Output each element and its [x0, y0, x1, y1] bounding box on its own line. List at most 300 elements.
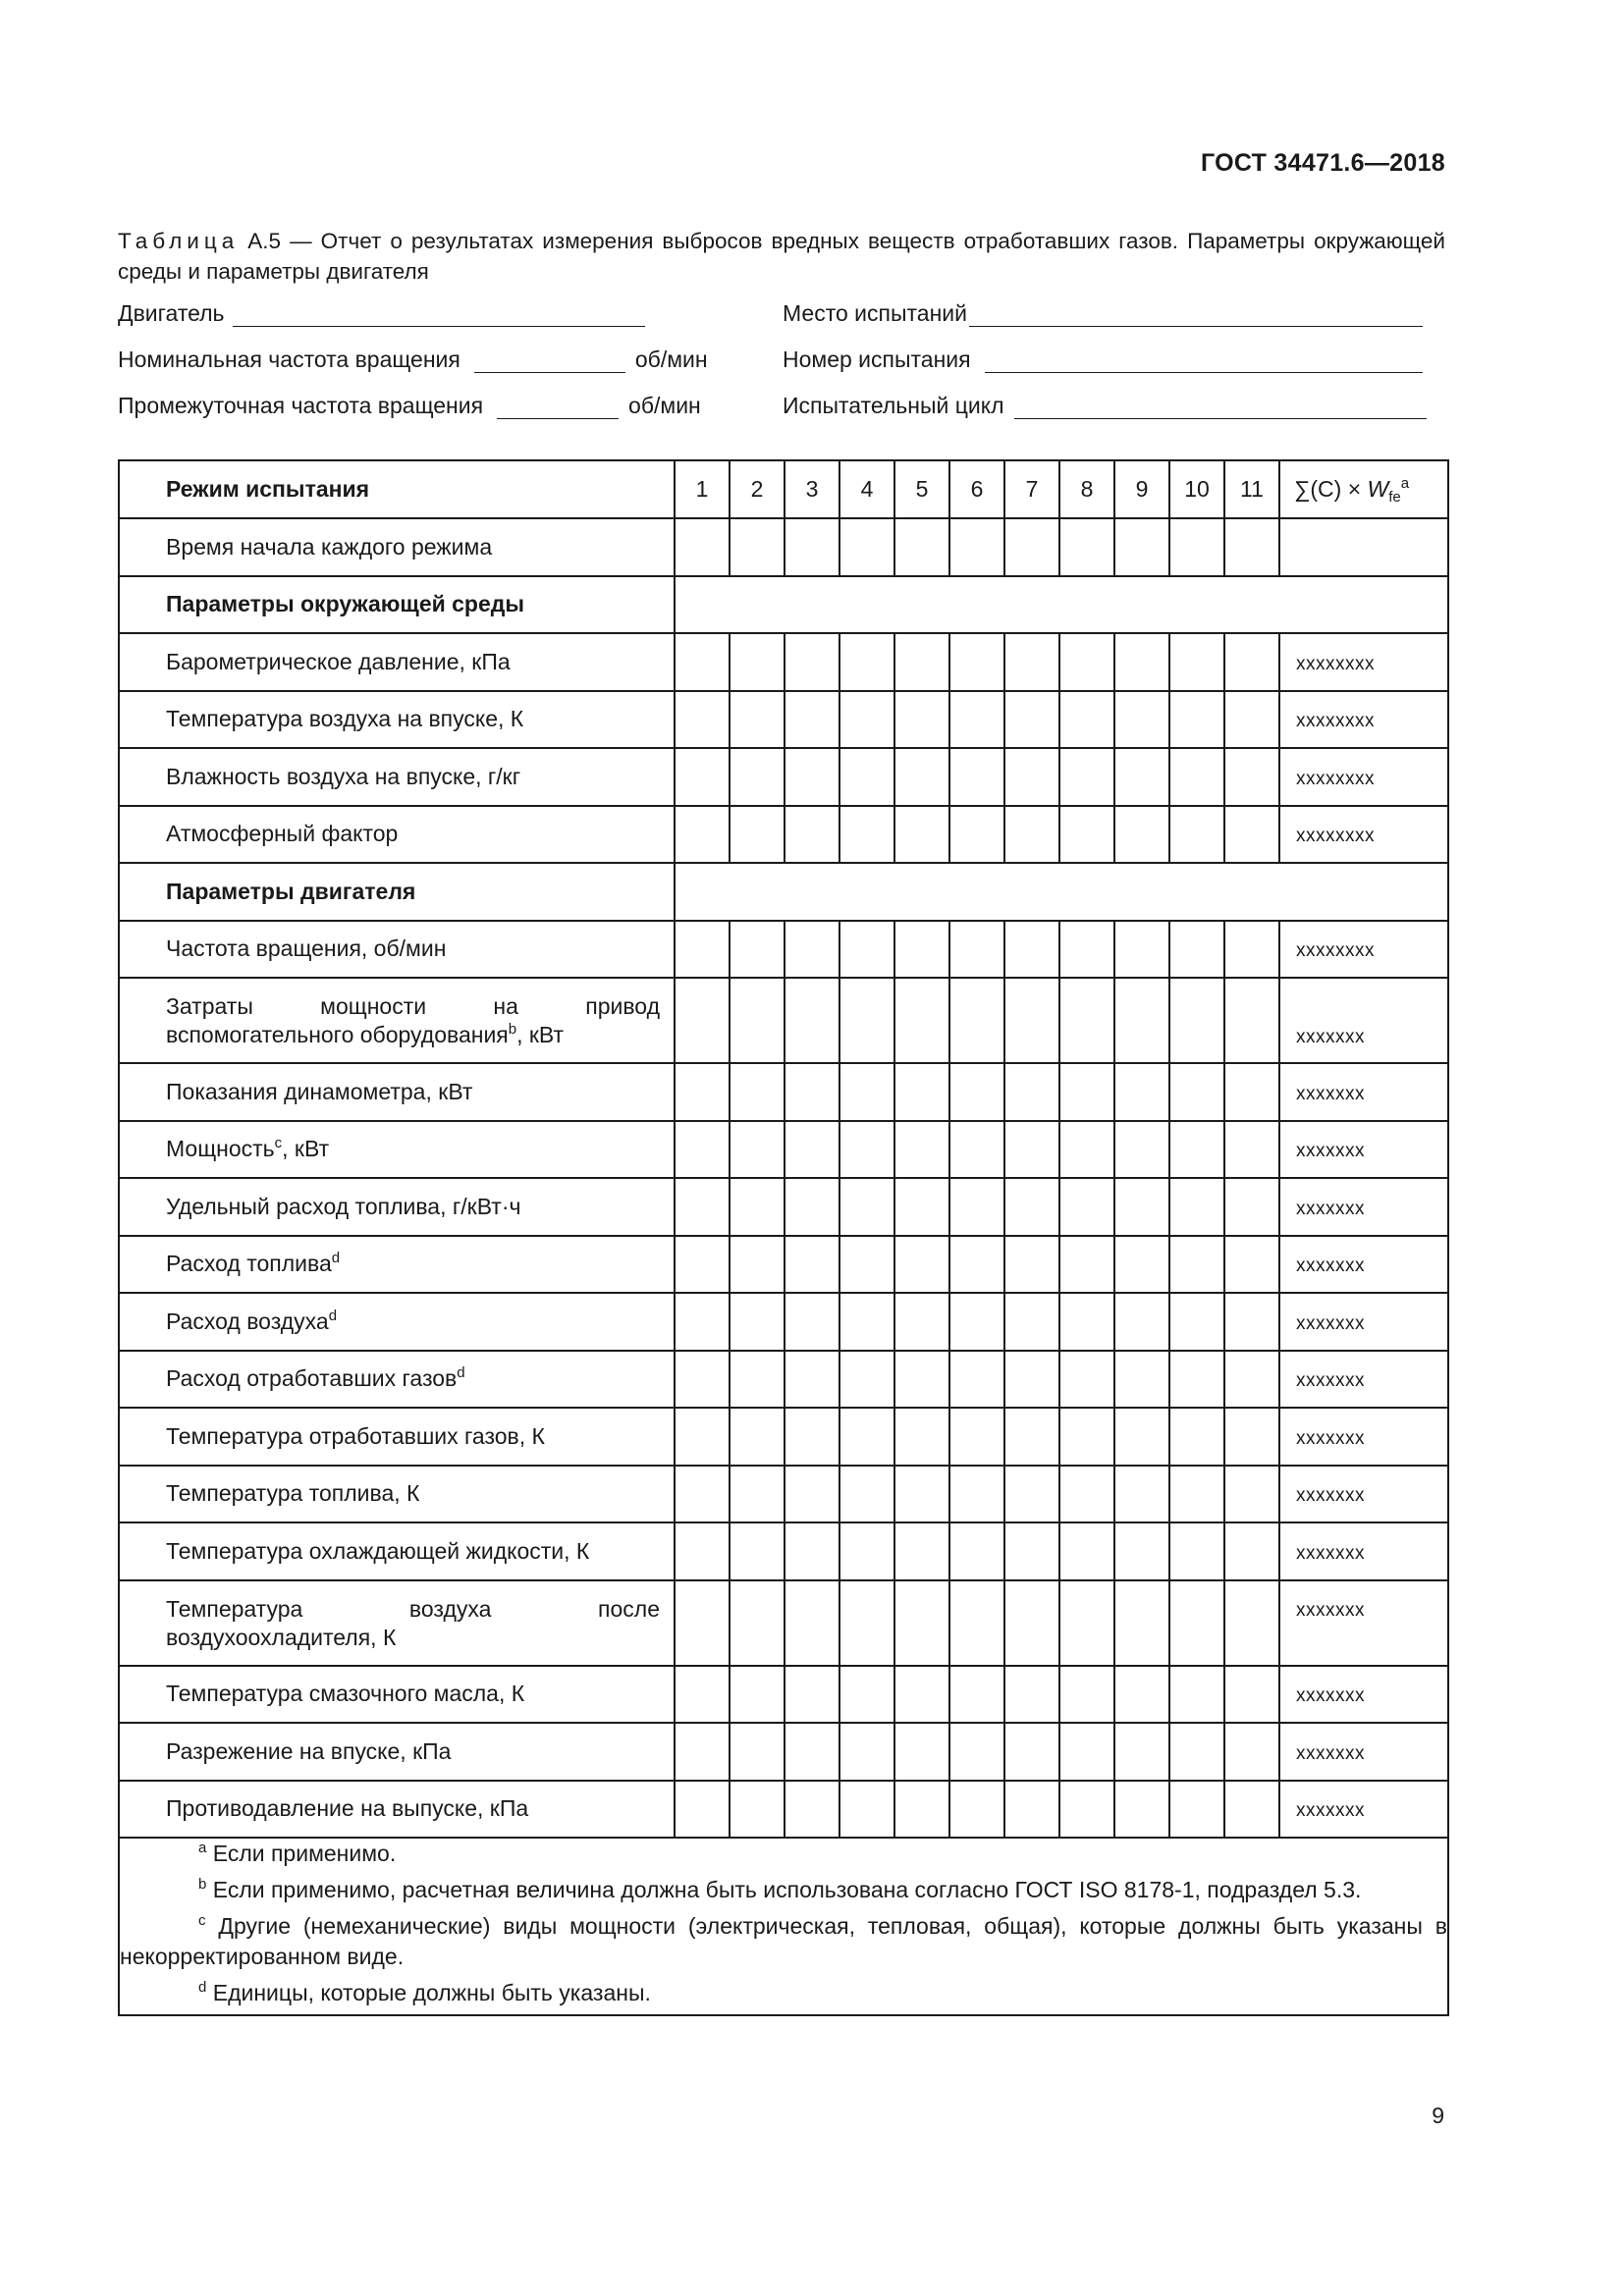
engine-row-4-mode-6-cell[interactable]	[949, 1121, 1004, 1179]
engine-row-13-mode-5-cell[interactable]	[894, 1666, 949, 1724]
engine-row-13-mode-11-cell[interactable]	[1224, 1666, 1279, 1724]
engine-row-6-mode-6-cell[interactable]	[949, 1236, 1004, 1294]
sum-placeholder: xxxxxxx	[1296, 1685, 1365, 1707]
engine-row-13-mode-10-cell[interactable]	[1169, 1666, 1224, 1724]
engine-row-label-text: Расход отработавших газов	[166, 1365, 458, 1392]
engine-row-3-mode-10-cell[interactable]	[1169, 1063, 1224, 1121]
engine-row-1-mode-11-cell[interactable]	[1224, 921, 1279, 979]
engine-row-2-mode-11-cell[interactable]	[1224, 978, 1279, 1063]
env-row-3-mode-5-cell[interactable]	[894, 748, 949, 806]
engine-row-3-mode-8-cell[interactable]	[1059, 1063, 1114, 1121]
engine-row-9-mode-10-cell[interactable]	[1169, 1408, 1224, 1466]
footnote-text: Единицы, которые должны быть указаны.	[212, 1980, 651, 2005]
env-row-2-mode-1-cell[interactable]	[675, 691, 730, 749]
header-test-mode: Режим испытания	[119, 460, 675, 518]
engine-row-label-text: Частота вращения, об/мин	[166, 935, 447, 962]
start-time-mode-2-cell[interactable]	[730, 518, 785, 576]
header-mode-11: 11	[1224, 460, 1279, 518]
env-row-3-mode-3-cell[interactable]	[785, 748, 839, 806]
sum-placeholder: xxxxxxx	[1296, 1312, 1365, 1334]
start-time-mode-6-cell[interactable]	[949, 518, 1004, 576]
section-engine-title: Параметры двигателя	[119, 863, 675, 921]
field-test-cycle-blank[interactable]	[1014, 395, 1427, 419]
engine-row-1-mode-5-cell[interactable]	[894, 921, 949, 979]
engine-row-10-mode-4-cell[interactable]	[839, 1466, 894, 1523]
engine-row-9-mode-5-cell[interactable]	[894, 1408, 949, 1466]
env-row-3-mode-10-cell[interactable]	[1169, 748, 1224, 806]
header-mode-8: 8	[1059, 460, 1114, 518]
engine-row-14-mode-5-cell[interactable]	[894, 1723, 949, 1781]
engine-row-3-mode-7-cell[interactable]	[1004, 1063, 1059, 1121]
engine-row-6-mode-10-cell[interactable]	[1169, 1236, 1224, 1294]
engine-row-label-text: Затраты мощности на привод вспомогательного оборудования	[166, 993, 660, 1047]
engine-row-label	[119, 921, 675, 979]
engine-row-label-suffix: , кВт	[516, 1022, 565, 1047]
engine-row-11-mode-9-cell[interactable]	[1114, 1522, 1169, 1580]
env-row-2-mode-4-cell[interactable]	[839, 691, 894, 749]
engine-row-5-mode-9-cell[interactable]	[1114, 1178, 1169, 1236]
engine-row-1-mode-3-cell[interactable]	[785, 921, 839, 979]
env-row-4-mode-7-cell[interactable]	[1004, 806, 1059, 864]
engine-row-7-mode-11-cell[interactable]	[1224, 1293, 1279, 1351]
env-row-4-mode-2-cell[interactable]	[730, 806, 785, 864]
engine-row-12-mode-10-cell[interactable]	[1169, 1580, 1224, 1666]
field-test-number-blank[interactable]	[985, 348, 1423, 373]
engine-row-14-mode-4-cell[interactable]	[839, 1723, 894, 1781]
engine-row-10-mode-9-cell[interactable]	[1114, 1466, 1169, 1523]
engine-row-3-mode-11-cell[interactable]	[1224, 1063, 1279, 1121]
engine-row-3-mode-4-cell[interactable]	[839, 1063, 894, 1121]
field-engine	[118, 295, 653, 327]
engine-row-4-mode-11-cell[interactable]	[1224, 1121, 1279, 1179]
field-test-site-blank[interactable]	[969, 302, 1423, 327]
engine-row-14-mode-1-cell[interactable]	[675, 1723, 730, 1781]
env-row-3-mode-6-cell[interactable]	[949, 748, 1004, 806]
engine-row-7-mode-7-cell[interactable]	[1004, 1293, 1059, 1351]
engine-row-2-mode-10-cell[interactable]	[1169, 978, 1224, 1063]
start-time-mode-1-cell[interactable]	[675, 518, 730, 576]
engine-row-8-mode-1-cell[interactable]	[675, 1351, 730, 1409]
table-header-row	[119, 460, 1448, 518]
engine-row-12-mode-3-cell[interactable]	[785, 1580, 839, 1666]
engine-row-14-mode-2-cell[interactable]	[730, 1723, 785, 1781]
engine-row-10-mode-7-cell[interactable]	[1004, 1466, 1059, 1523]
sum-placeholder: xxxxxxx	[1296, 1542, 1365, 1564]
env-row-2-mode-3-cell[interactable]	[785, 691, 839, 749]
engine-row-13-mode-6-cell[interactable]	[949, 1666, 1004, 1724]
engine-row-2-mode-3-cell[interactable]	[785, 978, 839, 1063]
engine-row-7-mode-1-cell[interactable]	[675, 1293, 730, 1351]
engine-row-14-mode-10-cell[interactable]	[1169, 1723, 1224, 1781]
engine-row-5-mode-2-cell[interactable]	[730, 1178, 785, 1236]
env-row-3-mode-1-cell[interactable]	[675, 748, 730, 806]
env-row-4-mode-4-cell[interactable]	[839, 806, 894, 864]
engine-row-8-mode-3-cell[interactable]	[785, 1351, 839, 1409]
engine-row-15-mode-2-cell[interactable]	[730, 1781, 785, 1839]
engine-row-7-mode-9-cell[interactable]	[1114, 1293, 1169, 1351]
sum-placeholder: xxxxxxxx	[1296, 826, 1375, 847]
table-row	[119, 1236, 1448, 1294]
engine-row-9-mode-11-cell[interactable]	[1224, 1408, 1279, 1466]
table-footnotes	[119, 1838, 1448, 2015]
engine-row-10-mode-6-cell[interactable]	[949, 1466, 1004, 1523]
engine-row-14-mode-3-cell[interactable]	[785, 1723, 839, 1781]
engine-row-5-mode-10-cell[interactable]	[1169, 1178, 1224, 1236]
env-row-3-mode-11-cell[interactable]	[1224, 748, 1279, 806]
env-row-1-mode-9-cell[interactable]	[1114, 633, 1169, 691]
engine-row-4-mode-5-cell[interactable]	[894, 1121, 949, 1179]
env-row-1-mode-8-cell[interactable]	[1059, 633, 1114, 691]
engine-row-14-mode-8-cell[interactable]	[1059, 1723, 1114, 1781]
env-row-4-mode-10-cell[interactable]	[1169, 806, 1224, 864]
table-row	[119, 1723, 1448, 1781]
header-mode-2: 2	[730, 460, 785, 518]
engine-row-1-mode-8-cell[interactable]	[1059, 921, 1114, 979]
engine-row-6-mode-11-cell[interactable]	[1224, 1236, 1279, 1294]
engine-row-9-mode-4-cell[interactable]	[839, 1408, 894, 1466]
engine-row-11-mode-7-cell[interactable]	[1004, 1522, 1059, 1580]
engine-row-9-mode-6-cell[interactable]	[949, 1408, 1004, 1466]
engine-row-10-mode-3-cell[interactable]	[785, 1466, 839, 1523]
engine-row-13-mode-4-cell[interactable]	[839, 1666, 894, 1724]
engine-row-11-mode-10-cell[interactable]	[1169, 1522, 1224, 1580]
engine-row-13-mode-9-cell[interactable]	[1114, 1666, 1169, 1724]
engine-row-15-mode-6-cell[interactable]	[949, 1781, 1004, 1839]
env-row-3-mode-4-cell[interactable]	[839, 748, 894, 806]
engine-row-sum	[1279, 978, 1448, 1063]
engine-row-9-mode-8-cell[interactable]	[1059, 1408, 1114, 1466]
engine-row-15-mode-11-cell[interactable]	[1224, 1781, 1279, 1839]
env-row-3-mode-2-cell[interactable]	[730, 748, 785, 806]
field-rated-speed	[118, 342, 708, 373]
section-environment	[119, 576, 1448, 634]
start-time-mode-4-cell[interactable]	[839, 518, 894, 576]
engine-row-13-mode-8-cell[interactable]	[1059, 1666, 1114, 1724]
field-engine-blank[interactable]	[233, 302, 645, 327]
env-row-sum	[1279, 806, 1448, 864]
engine-row-9-mode-9-cell[interactable]	[1114, 1408, 1169, 1466]
engine-row-sum	[1279, 1121, 1448, 1179]
engine-row-13-mode-3-cell[interactable]	[785, 1666, 839, 1724]
engine-row-5-mode-4-cell[interactable]	[839, 1178, 894, 1236]
start-time-mode-9-cell[interactable]	[1114, 518, 1169, 576]
engine-row-2-mode-9-cell[interactable]	[1114, 978, 1169, 1063]
engine-row-2-mode-1-cell[interactable]	[675, 978, 730, 1063]
table-caption-label: Таблица	[118, 229, 240, 253]
engine-row-8-mode-4-cell[interactable]	[839, 1351, 894, 1409]
engine-row-7-mode-8-cell[interactable]	[1059, 1293, 1114, 1351]
engine-row-9-mode-3-cell[interactable]	[785, 1408, 839, 1466]
start-time-mode-10-cell[interactable]	[1169, 518, 1224, 576]
engine-row-12-mode-1-cell[interactable]	[675, 1580, 730, 1666]
engine-row-2-mode-2-cell[interactable]	[730, 978, 785, 1063]
engine-row-label-text: Расход воздуха	[166, 1308, 329, 1334]
engine-row-11-mode-4-cell[interactable]	[839, 1522, 894, 1580]
engine-row-label-text: Удельный расход топлива, г/кВт·ч	[166, 1193, 521, 1219]
emissions-report-table	[118, 459, 1449, 2016]
engine-row-11-mode-5-cell[interactable]	[894, 1522, 949, 1580]
engine-row-4-mode-10-cell[interactable]	[1169, 1121, 1224, 1179]
row-start-time-label: Время начала каждого режима	[119, 518, 675, 576]
header-mode-10: 10	[1169, 460, 1224, 518]
engine-row-12-mode-9-cell[interactable]	[1114, 1580, 1169, 1666]
engine-row-7-mode-2-cell[interactable]	[730, 1293, 785, 1351]
engine-row-10-mode-8-cell[interactable]	[1059, 1466, 1114, 1523]
engine-row-4-mode-7-cell[interactable]	[1004, 1121, 1059, 1179]
start-time-mode-7-cell[interactable]	[1004, 518, 1059, 576]
header-mode-5: 5	[894, 460, 949, 518]
engine-row-11-mode-1-cell[interactable]	[675, 1522, 730, 1580]
engine-row-10-mode-10-cell[interactable]	[1169, 1466, 1224, 1523]
engine-row-9-mode-1-cell[interactable]	[675, 1408, 730, 1466]
table-row	[119, 1121, 1448, 1179]
field-test-number	[783, 342, 1431, 373]
engine-row-15-mode-3-cell[interactable]	[785, 1781, 839, 1839]
header-mode-3: 3	[785, 460, 839, 518]
engine-row-5-mode-1-cell[interactable]	[675, 1178, 730, 1236]
engine-row-14-mode-9-cell[interactable]	[1114, 1723, 1169, 1781]
start-time-mode-11-cell[interactable]	[1224, 518, 1279, 576]
engine-row-label-text: Температура топлива, К	[166, 1480, 420, 1507]
sum-placeholder: xxxxxxx	[1296, 1742, 1365, 1764]
field-rated-speed-blank[interactable]	[474, 348, 625, 373]
engine-row-3-mode-5-cell[interactable]	[894, 1063, 949, 1121]
engine-row-8-mode-9-cell[interactable]	[1114, 1351, 1169, 1409]
env-row-2-mode-6-cell[interactable]	[949, 691, 1004, 749]
engine-row-8-mode-6-cell[interactable]	[949, 1351, 1004, 1409]
engine-row-8-mode-5-cell[interactable]	[894, 1351, 949, 1409]
footnote-key: b	[198, 1876, 207, 1893]
start-time-mode-8-cell[interactable]	[1059, 518, 1114, 576]
engine-row-10-mode-2-cell[interactable]	[730, 1466, 785, 1523]
env-row-1-mode-11-cell[interactable]	[1224, 633, 1279, 691]
engine-row-7-mode-5-cell[interactable]	[894, 1293, 949, 1351]
engine-row-6-mode-3-cell[interactable]	[785, 1236, 839, 1294]
footnote-key: c	[198, 1912, 206, 1929]
sum-placeholder: xxxxxxx	[1296, 1599, 1365, 1621]
sum-placeholder: xxxxxxx	[1296, 1485, 1365, 1507]
env-row-1-mode-7-cell[interactable]	[1004, 633, 1059, 691]
header-mode-1: 1	[675, 460, 730, 518]
page-number: 9	[1432, 2103, 1444, 2128]
engine-row-6-mode-8-cell[interactable]	[1059, 1236, 1114, 1294]
engine-row-12-mode-2-cell[interactable]	[730, 1580, 785, 1666]
engine-row-6-mode-5-cell[interactable]	[894, 1236, 949, 1294]
engine-row-label-text: Температура воздуха после воздухоохладителя, К	[166, 1595, 660, 1650]
engine-row-7-mode-6-cell[interactable]	[949, 1293, 1004, 1351]
table-row	[119, 806, 1448, 864]
engine-row-1-mode-2-cell[interactable]	[730, 921, 785, 979]
engine-row-6-mode-4-cell[interactable]	[839, 1236, 894, 1294]
engine-row-8-mode-8-cell[interactable]	[1059, 1351, 1114, 1409]
footnote-text: Если применимо, расчетная величина должна быть использована согласно ГОСТ ISO 8178-1, подраздел 5.3.	[212, 1877, 1362, 1902]
engine-row-label	[119, 1408, 675, 1466]
engine-row-15-mode-9-cell[interactable]	[1114, 1781, 1169, 1839]
engine-row-10-mode-11-cell[interactable]	[1224, 1466, 1279, 1523]
env-row-1-mode-5-cell[interactable]	[894, 633, 949, 691]
engine-row-12-mode-11-cell[interactable]	[1224, 1580, 1279, 1666]
env-row-4-mode-8-cell[interactable]	[1059, 806, 1114, 864]
engine-row-1-mode-4-cell[interactable]	[839, 921, 894, 979]
engine-row-4-mode-8-cell[interactable]	[1059, 1121, 1114, 1179]
engine-row-15-mode-5-cell[interactable]	[894, 1781, 949, 1839]
engine-row-3-mode-2-cell[interactable]	[730, 1063, 785, 1121]
engine-row-8-mode-11-cell[interactable]	[1224, 1351, 1279, 1409]
engine-row-3-mode-1-cell[interactable]	[675, 1063, 730, 1121]
env-row-1-mode-3-cell[interactable]	[785, 633, 839, 691]
engine-row-10-mode-5-cell[interactable]	[894, 1466, 949, 1523]
engine-row-2-mode-4-cell[interactable]	[839, 978, 894, 1063]
env-row-4-mode-3-cell[interactable]	[785, 806, 839, 864]
engine-row-6-mode-1-cell[interactable]	[675, 1236, 730, 1294]
engine-row-15-mode-7-cell[interactable]	[1004, 1781, 1059, 1839]
env-row-1-mode-4-cell[interactable]	[839, 633, 894, 691]
engine-row-11-mode-3-cell[interactable]	[785, 1522, 839, 1580]
engine-row-5-mode-5-cell[interactable]	[894, 1178, 949, 1236]
engine-row-1-mode-6-cell[interactable]	[949, 921, 1004, 979]
engine-row-15-mode-8-cell[interactable]	[1059, 1781, 1114, 1839]
field-engine-label: Двигатель	[118, 300, 225, 326]
env-row-2-mode-8-cell[interactable]	[1059, 691, 1114, 749]
env-row-4-mode-6-cell[interactable]	[949, 806, 1004, 864]
engine-row-8-mode-2-cell[interactable]	[730, 1351, 785, 1409]
engine-row-1-mode-9-cell[interactable]	[1114, 921, 1169, 979]
env-row-sum	[1279, 633, 1448, 691]
env-row-3-mode-9-cell[interactable]	[1114, 748, 1169, 806]
engine-row-10-mode-1-cell[interactable]	[675, 1466, 730, 1523]
env-row-2-mode-10-cell[interactable]	[1169, 691, 1224, 749]
env-row-1-mode-2-cell[interactable]	[730, 633, 785, 691]
engine-row-label-text: Противодавление на выпуске, кПа	[166, 1795, 529, 1822]
engine-row-9-mode-2-cell[interactable]	[730, 1408, 785, 1466]
sum-placeholder: xxxxxxx	[1296, 1198, 1365, 1219]
engine-row-label	[119, 1236, 675, 1294]
header-mode-9: 9	[1114, 460, 1169, 518]
engine-row-12-mode-4-cell[interactable]	[839, 1580, 894, 1666]
engine-row-6-mode-7-cell[interactable]	[1004, 1236, 1059, 1294]
engine-row-5-mode-6-cell[interactable]	[949, 1178, 1004, 1236]
table-caption	[118, 226, 1445, 287]
engine-row-6-mode-9-cell[interactable]	[1114, 1236, 1169, 1294]
engine-row-2-mode-7-cell[interactable]	[1004, 978, 1059, 1063]
engine-row-7-mode-3-cell[interactable]	[785, 1293, 839, 1351]
env-row-sum	[1279, 691, 1448, 749]
engine-row-3-mode-9-cell[interactable]	[1114, 1063, 1169, 1121]
engine-row-13-mode-7-cell[interactable]	[1004, 1666, 1059, 1724]
engine-row-15-mode-4-cell[interactable]	[839, 1781, 894, 1839]
engine-row-9-mode-7-cell[interactable]	[1004, 1408, 1059, 1466]
engine-row-4-mode-2-cell[interactable]	[730, 1121, 785, 1179]
engine-row-1-mode-10-cell[interactable]	[1169, 921, 1224, 979]
table-row	[119, 921, 1448, 979]
env-row-2-mode-11-cell[interactable]	[1224, 691, 1279, 749]
env-row-2-mode-2-cell[interactable]	[730, 691, 785, 749]
engine-row-5-mode-11-cell[interactable]	[1224, 1178, 1279, 1236]
engine-row-label-text: Расход топлива	[166, 1251, 332, 1277]
engine-row-15-mode-1-cell[interactable]	[675, 1781, 730, 1839]
sum-placeholder: xxxxxxx	[1296, 1255, 1365, 1277]
engine-row-8-mode-10-cell[interactable]	[1169, 1351, 1224, 1409]
engine-row-2-mode-6-cell[interactable]	[949, 978, 1004, 1063]
engine-row-3-mode-6-cell[interactable]	[949, 1063, 1004, 1121]
sum-placeholder: xxxxxxxx	[1296, 768, 1375, 789]
env-row-4-mode-11-cell[interactable]	[1224, 806, 1279, 864]
field-intermediate-speed-blank[interactable]	[497, 395, 619, 419]
engine-row-4-mode-4-cell[interactable]	[839, 1121, 894, 1179]
engine-row-label-text: Разрежение на впуске, кПа	[166, 1737, 452, 1764]
engine-row-1-mode-1-cell[interactable]	[675, 921, 730, 979]
env-row-1-mode-6-cell[interactable]	[949, 633, 1004, 691]
engine-row-12-mode-8-cell[interactable]	[1059, 1580, 1114, 1666]
engine-row-12-mode-5-cell[interactable]	[894, 1580, 949, 1666]
engine-row-sum	[1279, 1580, 1448, 1666]
start-time-sum-cell[interactable]	[1279, 518, 1448, 576]
engine-row-3-mode-3-cell[interactable]	[785, 1063, 839, 1121]
engine-row-1-mode-7-cell[interactable]	[1004, 921, 1059, 979]
engine-row-2-mode-5-cell[interactable]	[894, 978, 949, 1063]
engine-row-15-mode-10-cell[interactable]	[1169, 1781, 1224, 1839]
env-row-label: Атмосферный фактор	[119, 806, 675, 864]
engine-row-11-mode-11-cell[interactable]	[1224, 1522, 1279, 1580]
env-row-2-mode-9-cell[interactable]	[1114, 691, 1169, 749]
engine-row-8-mode-7-cell[interactable]	[1004, 1351, 1059, 1409]
engine-row-12-mode-6-cell[interactable]	[949, 1580, 1004, 1666]
engine-row-5-mode-8-cell[interactable]	[1059, 1178, 1114, 1236]
table-caption-text: А.5 — Отчет о результатах измерения выбросов вредных веществ отработавших газов. Параметры окружающей среды и параметры двигателя	[118, 229, 1445, 284]
engine-row-sum	[1279, 1781, 1448, 1839]
engine-row-11-mode-8-cell[interactable]	[1059, 1522, 1114, 1580]
engine-row-6-mode-2-cell[interactable]	[730, 1236, 785, 1294]
engine-row-5-mode-7-cell[interactable]	[1004, 1178, 1059, 1236]
engine-row-14-mode-6-cell[interactable]	[949, 1723, 1004, 1781]
env-row-4-mode-9-cell[interactable]	[1114, 806, 1169, 864]
section-engine-spacer	[675, 863, 1448, 921]
engine-row-13-mode-1-cell[interactable]	[675, 1666, 730, 1724]
engine-row-4-mode-9-cell[interactable]	[1114, 1121, 1169, 1179]
env-row-1-mode-10-cell[interactable]	[1169, 633, 1224, 691]
env-row-1-mode-1-cell[interactable]	[675, 633, 730, 691]
engine-row-4-mode-1-cell[interactable]	[675, 1121, 730, 1179]
env-row-4-mode-1-cell[interactable]	[675, 806, 730, 864]
engine-row-sum	[1279, 1236, 1448, 1294]
engine-row-7-mode-10-cell[interactable]	[1169, 1293, 1224, 1351]
footnote-a	[120, 1839, 1447, 1869]
sum-placeholder: xxxxxxx	[1296, 1800, 1365, 1822]
env-row-2-mode-7-cell[interactable]	[1004, 691, 1059, 749]
env-row-2-mode-5-cell[interactable]	[894, 691, 949, 749]
start-time-mode-5-cell[interactable]	[894, 518, 949, 576]
engine-row-7-mode-4-cell[interactable]	[839, 1293, 894, 1351]
engine-row-4-mode-3-cell[interactable]	[785, 1121, 839, 1179]
engine-row-12-mode-7-cell[interactable]	[1004, 1580, 1059, 1666]
engine-row-label	[119, 1121, 675, 1179]
field-intermediate-speed	[118, 388, 701, 419]
engine-row-13-mode-2-cell[interactable]	[730, 1666, 785, 1724]
engine-row-label	[119, 1666, 675, 1724]
env-row-3-mode-8-cell[interactable]	[1059, 748, 1114, 806]
start-time-mode-3-cell[interactable]	[785, 518, 839, 576]
env-row-3-mode-7-cell[interactable]	[1004, 748, 1059, 806]
engine-row-11-mode-2-cell[interactable]	[730, 1522, 785, 1580]
engine-row-5-mode-3-cell[interactable]	[785, 1178, 839, 1236]
engine-row-14-mode-7-cell[interactable]	[1004, 1723, 1059, 1781]
env-row-4-mode-5-cell[interactable]	[894, 806, 949, 864]
engine-row-2-mode-8-cell[interactable]	[1059, 978, 1114, 1063]
header-mode-6: 6	[949, 460, 1004, 518]
engine-row-11-mode-6-cell[interactable]	[949, 1522, 1004, 1580]
engine-row-14-mode-11-cell[interactable]	[1224, 1723, 1279, 1781]
table-footnotes-row	[119, 1838, 1448, 2015]
